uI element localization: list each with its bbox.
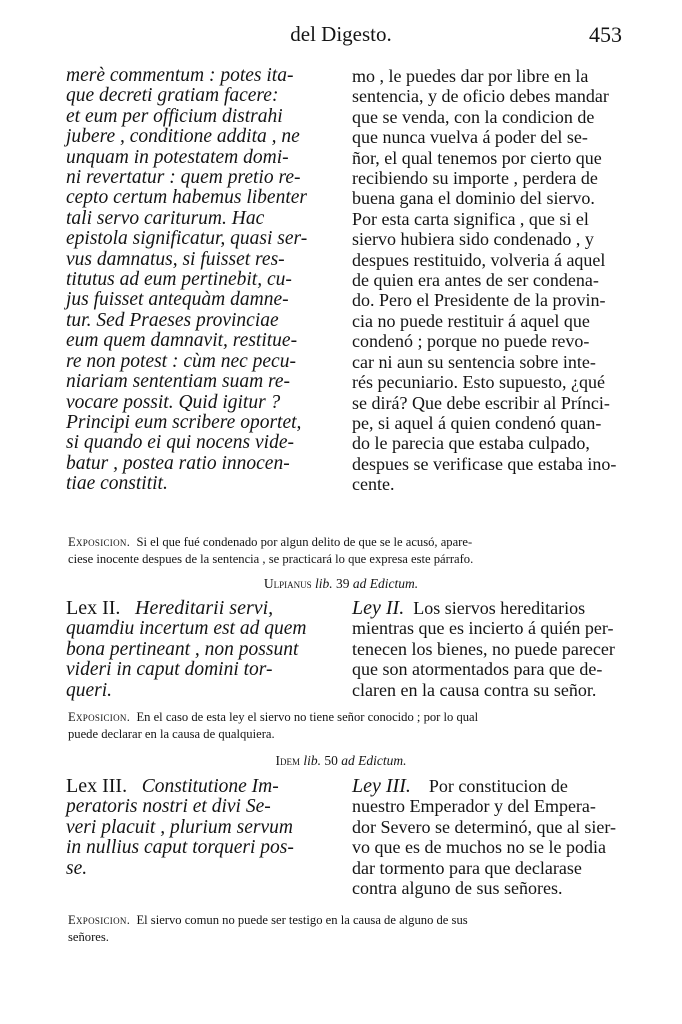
exposicion-text: En el caso de esta ley el siervo no tiene señor conocido ; por lo qual	[136, 710, 479, 724]
attribution-author: Idem	[275, 753, 300, 768]
latin-line: vus damnatus, si fuisset res-	[66, 248, 285, 270]
latin-line: Principi eum scribere oportet,	[66, 411, 302, 433]
latin-line: re non potest : cùm nec pecu-	[66, 350, 296, 372]
attribution-book: 39	[336, 576, 350, 591]
spanish-line: contra alguno de sus señores.	[352, 878, 563, 899]
spanish-line: do. Pero el Presidente de la provin-	[352, 290, 606, 311]
ley-heading: Ley II.	[352, 597, 405, 619]
spanish-line: se dirá? Que debe escribir al Prínci-	[352, 392, 610, 413]
latin-line: epistola significatur, quasi ser-	[66, 228, 308, 250]
latin-line: batur , postea ratio innocen-	[66, 452, 290, 474]
attribution-prefix: lib.	[303, 753, 321, 768]
exposicion-3	[68, 912, 622, 946]
spanish-line: siervo hubiera sido condenado , y	[352, 229, 594, 250]
attribution-suffix: ad Edictum.	[341, 753, 407, 768]
exposicion-text: señores.	[68, 930, 109, 944]
running-header	[60, 22, 622, 50]
latin-line: titutus ad eum pertinebit, cu-	[66, 269, 292, 291]
latin-line: eum quem damnavit, restitue-	[66, 330, 298, 352]
exposicion-text: puede declarar en la causa de qualquiera.	[68, 727, 275, 741]
latin-column-2	[66, 598, 344, 701]
latin-line: in nullius caput torqueri pos-	[66, 837, 294, 859]
latin-line: se.	[66, 857, 88, 879]
exposicion-text: ciese inocente despues de la sentencia , se practicará lo que expresa este párrafo.	[68, 552, 474, 566]
spanish-line: do le parecia que estaba culpado,	[352, 433, 590, 454]
latin-line: si quando ei qui nocens vide-	[66, 432, 294, 454]
spanish-line: car ni aun su sentencia sobre inte-	[352, 351, 596, 372]
spanish-line: de quien era antes de ser condena-	[352, 270, 599, 291]
spanish-line: Por esta carta significa , que si el	[352, 208, 589, 229]
exposicion-1	[68, 534, 622, 568]
spanish-line: mientras que es incierto á quién per-	[352, 618, 614, 639]
exposicion-label: Exposicion.	[68, 913, 131, 927]
spanish-line: cia no puede restituir á aquel que	[352, 310, 590, 331]
attribution-book: 50	[324, 753, 338, 768]
spanish-line: cente.	[352, 474, 395, 495]
attribution-3	[0, 753, 682, 769]
latin-column-1	[66, 66, 340, 495]
spanish-line: dar tormento para que declarase	[352, 857, 582, 878]
attribution-suffix: ad Edictum.	[352, 576, 419, 591]
spanish-line: claren en la causa contra su señor.	[352, 679, 597, 700]
spanish-line: Por constitucion de	[428, 776, 568, 796]
spanish-line: Los siervos hereditarios	[413, 598, 586, 618]
latin-line: jubere , conditione addita , ne	[66, 126, 300, 148]
spanish-line: despues se verificase que estaba ino-	[352, 453, 617, 474]
spanish-column-3	[352, 776, 622, 898]
exposicion-label: Exposicion.	[68, 710, 131, 724]
exposicion-2	[68, 709, 622, 743]
latin-line: niariam sententiam suam re-	[66, 371, 291, 393]
latin-line: peratoris nostri et divi Se-	[66, 796, 271, 818]
spanish-line: vo que es de muchos no se le podia	[352, 837, 606, 858]
latin-line: Hereditarii servi,	[135, 597, 274, 619]
spanish-line: que son atormentados para que de-	[352, 659, 603, 680]
spanish-line: pe, si aquel á quien condenó quan-	[352, 412, 602, 433]
exposicion-text: Si el que fué condenado por algun delito de que se le acusó, apare-	[136, 535, 473, 549]
latin-column-3	[66, 776, 344, 879]
latin-line: vocare possit. Quid igitur ?	[66, 391, 281, 413]
spanish-line: recibiendo su importe , perdera de	[352, 168, 598, 189]
latin-line: tali servo cariturum. Hac	[66, 207, 265, 229]
attribution-2	[0, 576, 682, 592]
attribution-author: Ulpianus	[263, 576, 312, 591]
spanish-line: buena gana el dominio del siervo.	[352, 188, 595, 209]
spanish-line: condenó ; porque no puede revo-	[352, 331, 590, 352]
latin-line: cepto certum habemus libenter	[66, 187, 307, 209]
latin-line: veri placuit , plurium servum	[66, 816, 293, 838]
spanish-column-1	[352, 66, 622, 495]
spanish-line: que se venda, con la condicion de	[352, 106, 595, 127]
spanish-line: rés pecuniario. Esto supuesto, ¿qué	[352, 372, 605, 393]
spanish-line: sentencia, y de oficio debes mandar	[352, 86, 609, 107]
page-number: 453	[589, 22, 622, 47]
spanish-line: despues restituido, volveria á aquel	[352, 249, 606, 270]
spanish-line: nuestro Emperador y del Empera-	[352, 796, 596, 817]
spanish-column-2	[352, 598, 622, 700]
latin-line: unquam in potestatem domi-	[66, 146, 289, 168]
spanish-line: mo , le puedes dar por libre en la	[352, 66, 589, 86]
spanish-line: que nunca vuelva á poder del se-	[352, 127, 588, 148]
latin-line: que decreti gratiam facere:	[66, 85, 279, 107]
ley-heading: Ley III.	[352, 775, 411, 797]
latin-line: queri.	[66, 679, 113, 701]
attribution-prefix: lib.	[315, 576, 333, 591]
latin-line: et eum per officium distrahi	[66, 105, 283, 127]
latin-line: bona pertineant , non possunt	[66, 638, 299, 660]
latin-line: ni revertatur : quem pretio re-	[66, 167, 301, 189]
latin-line: tur. Sed Praeses provinciae	[66, 309, 279, 331]
latin-line: jus fuisset antequàm damne-	[66, 289, 289, 311]
lex-heading: Lex II.	[66, 597, 121, 619]
latin-line: Constitutione Im-	[141, 776, 279, 797]
latin-line: merè commentum : potes ita-	[66, 65, 294, 86]
lex-heading: Lex III.	[66, 775, 128, 797]
exposicion-label: Exposicion.	[68, 535, 131, 549]
spanish-line: dor Severo se determinó, que al sier-	[352, 816, 617, 837]
latin-line: tiae constitit.	[66, 473, 168, 495]
latin-line: quamdiu incertum est ad quem	[66, 618, 307, 640]
spanish-line: ñor, el qual tenemos por cierto que	[352, 147, 602, 168]
running-title: del Digesto.	[290, 22, 392, 46]
spanish-line: tenecen los bienes, no puede parecer	[352, 638, 615, 659]
exposicion-text: El siervo comun no puede ser testigo en la causa de alguno de sus	[136, 913, 468, 927]
latin-line: videri in caput domini tor-	[66, 659, 273, 681]
